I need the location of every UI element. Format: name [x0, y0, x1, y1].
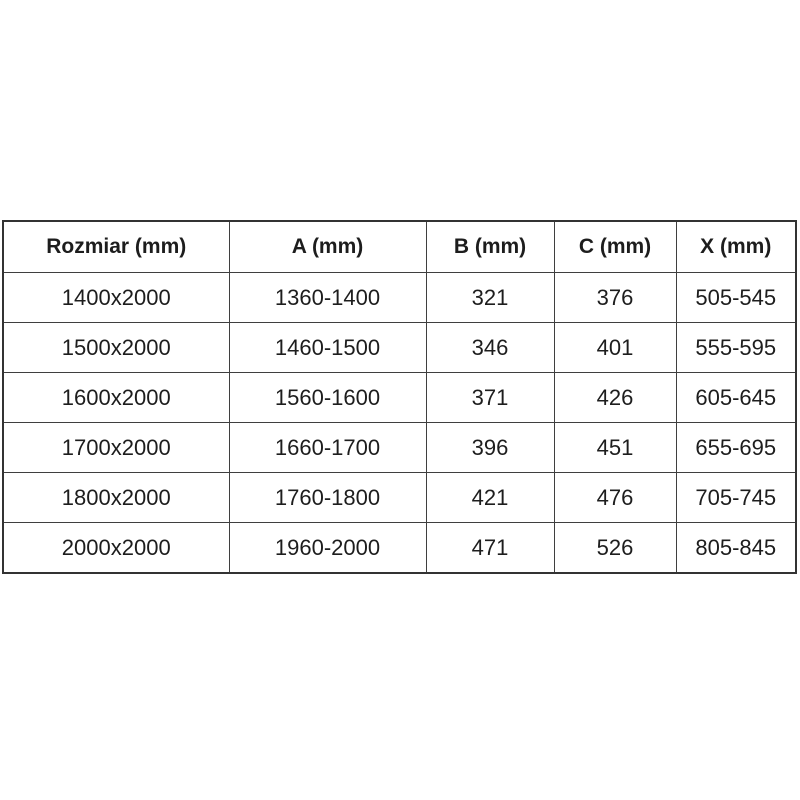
table-cell-c: 526: [554, 523, 676, 574]
table-cell-rozmiar: 1600x2000: [3, 373, 229, 423]
table-row: [3, 323, 796, 373]
table-cell-a: 1460-1500: [229, 323, 426, 373]
column-header-x: X (mm): [676, 221, 796, 273]
column-header-rozmiar: Rozmiar (mm): [3, 221, 229, 273]
table-cell-rozmiar: 1500x2000: [3, 323, 229, 373]
table-cell-x: 705-745: [676, 473, 796, 523]
table-cell-c: 426: [554, 373, 676, 423]
table-cell-c: 376: [554, 273, 676, 323]
table-row: [3, 373, 796, 423]
table-row: [3, 273, 796, 323]
column-header-c: C (mm): [554, 221, 676, 273]
table-header-row: [3, 221, 796, 273]
table-cell-rozmiar: 1800x2000: [3, 473, 229, 523]
table-cell-rozmiar: 2000x2000: [3, 523, 229, 574]
table-cell-a: 1760-1800: [229, 473, 426, 523]
table-cell-b: 396: [426, 423, 554, 473]
table-row: [3, 473, 796, 523]
table-cell-x: 555-595: [676, 323, 796, 373]
table-cell-c: 476: [554, 473, 676, 523]
table-cell-rozmiar: 1400x2000: [3, 273, 229, 323]
table-cell-c: 451: [554, 423, 676, 473]
size-specification-table: [2, 220, 797, 574]
table-cell-b: 371: [426, 373, 554, 423]
table-cell-rozmiar: 1700x2000: [3, 423, 229, 473]
table-cell-b: 346: [426, 323, 554, 373]
column-header-b: B (mm): [426, 221, 554, 273]
table-row: [3, 523, 796, 574]
table-row: [3, 423, 796, 473]
table-cell-c: 401: [554, 323, 676, 373]
table-cell-b: 321: [426, 273, 554, 323]
table-cell-x: 805-845: [676, 523, 796, 574]
table-cell-a: 1660-1700: [229, 423, 426, 473]
table-cell-x: 655-695: [676, 423, 796, 473]
table-cell-a: 1560-1600: [229, 373, 426, 423]
table-cell-b: 471: [426, 523, 554, 574]
table-cell-a: 1360-1400: [229, 273, 426, 323]
table-cell-b: 421: [426, 473, 554, 523]
table-cell-x: 505-545: [676, 273, 796, 323]
column-header-a: A (mm): [229, 221, 426, 273]
table-cell-x: 605-645: [676, 373, 796, 423]
table-cell-a: 1960-2000: [229, 523, 426, 574]
